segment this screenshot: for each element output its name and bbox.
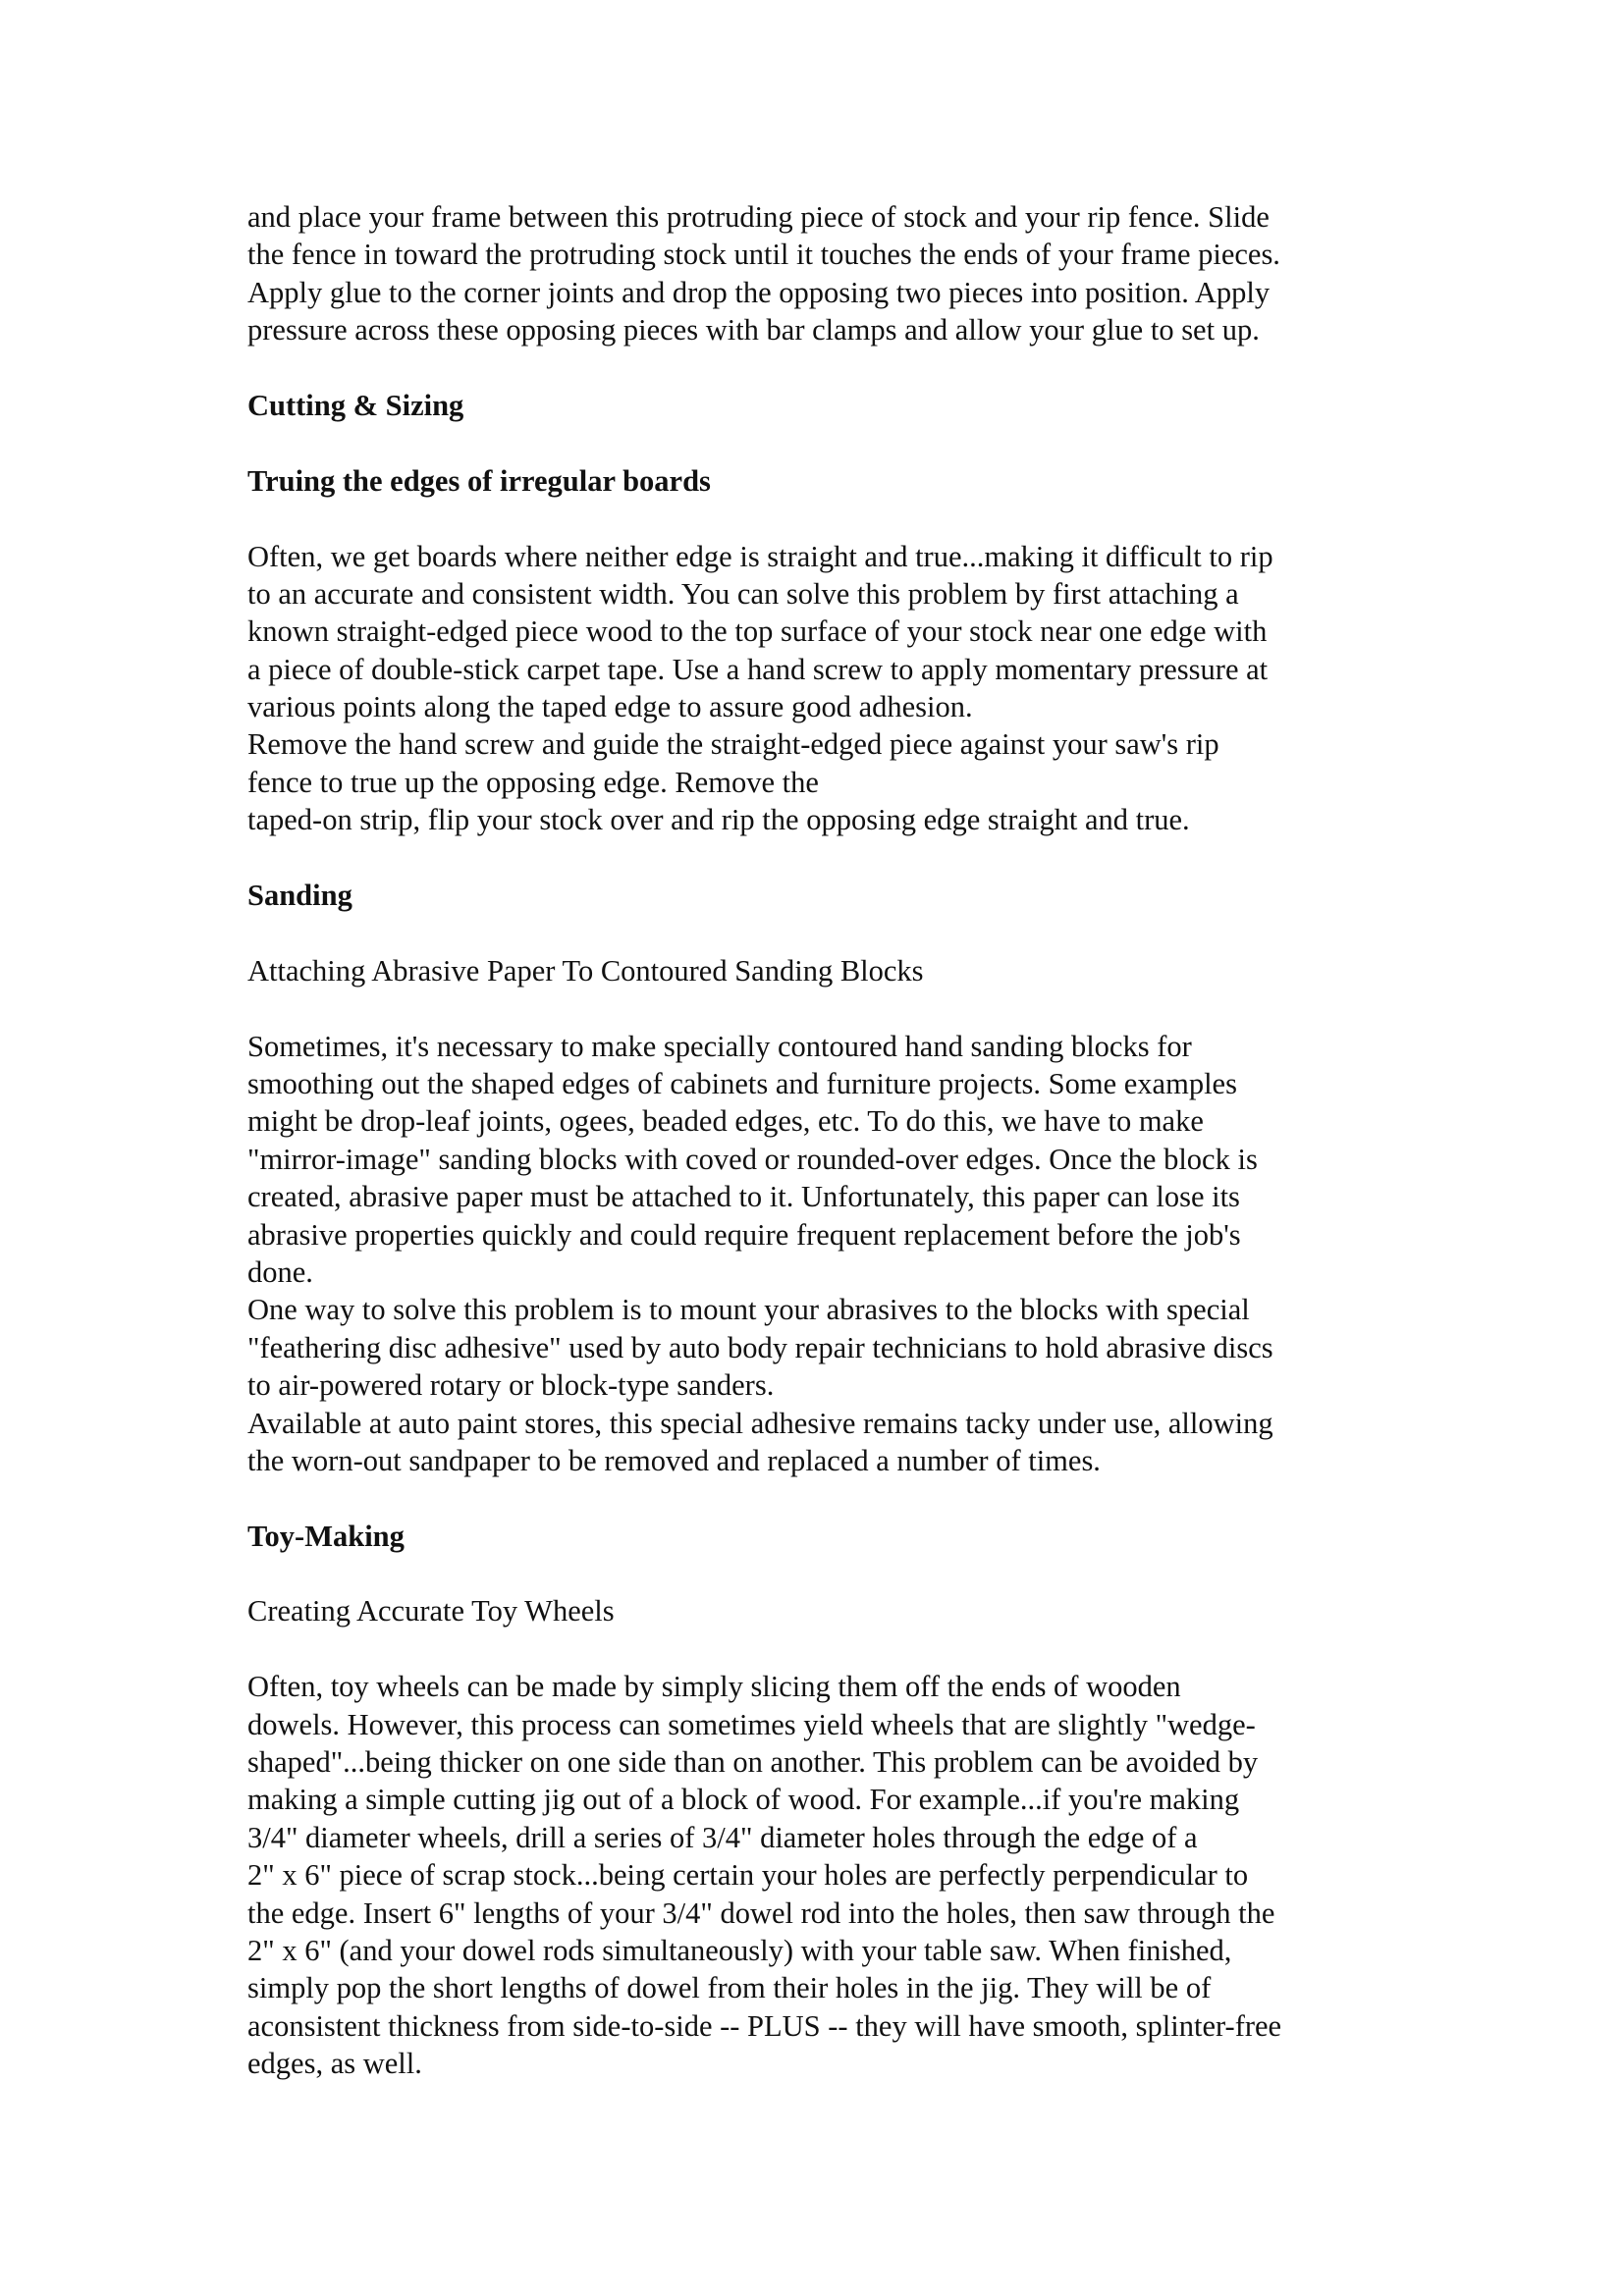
text-line: known straight-edged piece wood to the top surface of your stock near one edge with xyxy=(247,614,1268,649)
sanding-paragraph xyxy=(247,1028,1406,1480)
text-line: to an accurate and consistent width. You can solve this problem by first attaching a xyxy=(247,576,1239,611)
text-line: abrasive properties quickly and could require frequent replacement before the job's xyxy=(247,1217,1241,1252)
text-line: smoothing out the shaped edges of cabinets and furniture projects. Some examples xyxy=(247,1066,1237,1100)
page-content xyxy=(247,198,1406,2083)
text-line: the fence in toward the protruding stock until it touches the ends of your frame pieces. xyxy=(247,238,1280,272)
subheading-abrasive-paper: Attaching Abrasive Paper To Contoured Sanding Blocks xyxy=(247,953,924,988)
text-line: Apply glue to the corner joints and drop the opposing two pieces into position. Apply xyxy=(247,275,1271,309)
spacer xyxy=(247,989,1406,1027)
text-line: to air-powered rotary or block-type sanders. xyxy=(247,1368,775,1403)
text-line: the edge. Insert 6" lengths of your 3/4" dowel rod into the holes, then saw through the xyxy=(247,1896,1275,1930)
text-line: Remove the hand screw and guide the straight-edged piece against your saw's rip xyxy=(247,727,1219,762)
text-line: done. xyxy=(247,1255,313,1289)
text-line: "feathering disc adhesive" used by auto body repair technicians to hold abrasive discs xyxy=(247,1330,1273,1364)
text-line: dowels. However, this process can sometimes yield wheels that are slightly "wedge- xyxy=(247,1707,1256,1741)
text-line: Often, we get boards where neither edge is straight and true...making it difficult to rip xyxy=(247,539,1273,573)
text-line: shaped"...being thicker on one side than on another. This problem can be avoided by xyxy=(247,1745,1259,1780)
spacer xyxy=(247,1479,1406,1517)
text-line: taped-on strip, flip your stock over and rip the opposing edge straight and true. xyxy=(247,803,1190,837)
text-line: Available at auto paint stores, this special adhesive remains tacky under use, allowing xyxy=(247,1406,1273,1440)
text-line: simply pop the short lengths of dowel from their holes in the jig. They will be of xyxy=(247,1971,1212,2005)
text-line: various points along the taped edge to assure good adhesion. xyxy=(247,690,973,724)
text-line: aconsistent thickness from side-to-side -- PLUS -- they will have smooth, splinter-free xyxy=(247,2008,1282,2043)
spacer xyxy=(247,349,1406,387)
toymaking-paragraph xyxy=(247,1668,1406,2082)
text-line: fence to true up the opposing edge. Remove the xyxy=(247,765,819,799)
subheading-truing-edges: Truing the edges of irregular boards xyxy=(247,463,711,498)
text-line: a piece of double-stick carpet tape. Use a hand screw to apply momentary pressure at xyxy=(247,652,1269,686)
intro-paragraph xyxy=(247,198,1406,349)
spacer xyxy=(247,1630,1406,1668)
text-line: Often, toy wheels can be made by simply slicing them off the ends of wooden xyxy=(247,1670,1181,1704)
text-line: created, abrasive paper must be attached to it. Unfortunately, this paper can lose its xyxy=(247,1180,1240,1214)
text-line: the worn-out sandpaper to be removed and replaced a number of times. xyxy=(247,1443,1101,1477)
spacer xyxy=(247,1555,1406,1592)
text-line: One way to solve this problem is to mount your abrasives to the blocks with special xyxy=(247,1293,1250,1327)
text-line: making a simple cutting jig out of a block of wood. For example...if you're making xyxy=(247,1783,1240,1817)
spacer xyxy=(247,914,1406,951)
text-line: Sometimes, it's necessary to make specially contoured hand sanding blocks for xyxy=(247,1029,1192,1063)
section-heading-toymaking: Toy-Making xyxy=(247,1519,405,1553)
section-heading-cutting: Cutting & Sizing xyxy=(247,388,464,422)
cutting-paragraph xyxy=(247,538,1406,839)
text-line: "mirror-image" sanding blocks with coved or rounded-over edges. Once the block is xyxy=(247,1142,1258,1176)
text-line: edges, as well. xyxy=(247,2047,422,2081)
spacer xyxy=(247,424,1406,461)
text-line: 3/4" diameter wheels, drill a series of 3/4" diameter holes through the edge of a xyxy=(247,1820,1198,1854)
text-line: 2" x 6" piece of scrap stock...being certain your holes are perfectly perpendicular to xyxy=(247,1858,1249,1893)
text-line: 2" x 6" (and your dowel rods simultaneously) with your table saw. When finished, xyxy=(247,1933,1232,1967)
subheading-toy-wheels: Creating Accurate Toy Wheels xyxy=(247,1594,615,1629)
text-line: pressure across these opposing pieces with bar clamps and allow your glue to set up. xyxy=(247,313,1260,347)
text-line: might be drop-leaf joints, ogees, beaded edges, etc. To do this, we have to make xyxy=(247,1104,1204,1139)
text-line: and place your frame between this protruding piece of stock and your rip fence. Slide xyxy=(247,200,1270,234)
spacer xyxy=(247,500,1406,537)
section-heading-sanding: Sanding xyxy=(247,879,352,913)
spacer xyxy=(247,839,1406,877)
